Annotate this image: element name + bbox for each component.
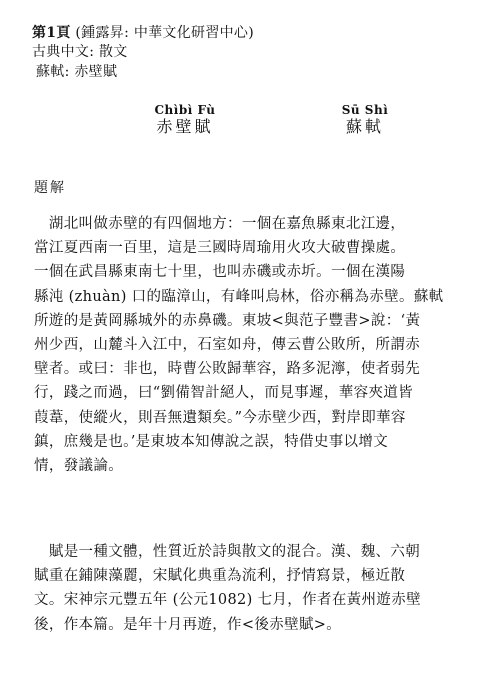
text-line: 縣沌 (zhuàn) 口的臨漳山，有峰叫烏林，俗亦稱為赤壁。蘇軾 [34, 288, 444, 305]
text-line: 鎮，庶幾是也。’是東坡本知傳說之誤，特借史事以增文 [34, 433, 389, 450]
text-line: 所遊的是黃岡縣城外的赤鼻磯。東坡<與范子豐書>說：‘黃 [34, 312, 421, 329]
text-line: 葭葦，使縱火，則吾無遺類矣。”今赤壁少西，對岸即華容 [34, 409, 406, 426]
text-line: 賦重在鋪陳藻麗，宋賦化典重為流利，抒情寫景，極近散 [34, 568, 406, 585]
text-line: 行，踐之而過，曰“劉備智計絕人，而見事遲，華容夾道皆 [34, 385, 414, 402]
author-name-pinyin: Sū Shì [341, 103, 389, 117]
page-number: 第1頁 [32, 25, 71, 41]
section-heading: 題解 [34, 180, 66, 196]
paragraph-intro [34, 212, 468, 478]
work-title-hanzi: 赤壁賦 [156, 117, 214, 136]
text-line: 文。宋神宗元豐五年 (公元1082) 七月，作者在黃州遊赤壁 [34, 592, 421, 609]
text-line: 當江夏西南一百里，這是三國時周瑜用火攻大破曹操處。 [34, 240, 406, 257]
author-name-hanzi: 蘇軾 [345, 117, 384, 136]
text-line: 州少西，山麓斗入江中，石室如舟，傳云曹公敗所，所謂赤 [34, 337, 421, 354]
category-line: 古典中文: 散文 [32, 44, 128, 60]
work-title-pinyin: Chìbì Fù [154, 103, 216, 117]
text-line: 賦是一種文體，性質近於詩與散文的混合。漢、魏、六朝 [34, 544, 421, 560]
text-line: 一個在武昌縣東南七十里，也叫赤磯或赤圻。一個在漢陽 [34, 264, 406, 281]
page-header-line [32, 24, 254, 42]
text-line: 情，發議論。 [34, 458, 124, 475]
source-credit: (鍾露昇: 中華文化研習中心) [70, 25, 254, 41]
paragraph-genre [34, 540, 468, 637]
text-line: 湖北叫做赤壁的有四個地方：一個在嘉魚縣東北江邊， [34, 216, 406, 232]
author-name [335, 103, 395, 137]
work-title [140, 103, 230, 137]
text-line: 壁者。或曰：非也，時曹公敗歸華容，路多泥濘，使者弱先 [34, 361, 421, 378]
text-line: 後，作本篇。是年十月再遊，作<後赤壁賦>。 [34, 616, 342, 633]
author-title-line: 蘇軾: 赤壁賦 [36, 64, 118, 80]
